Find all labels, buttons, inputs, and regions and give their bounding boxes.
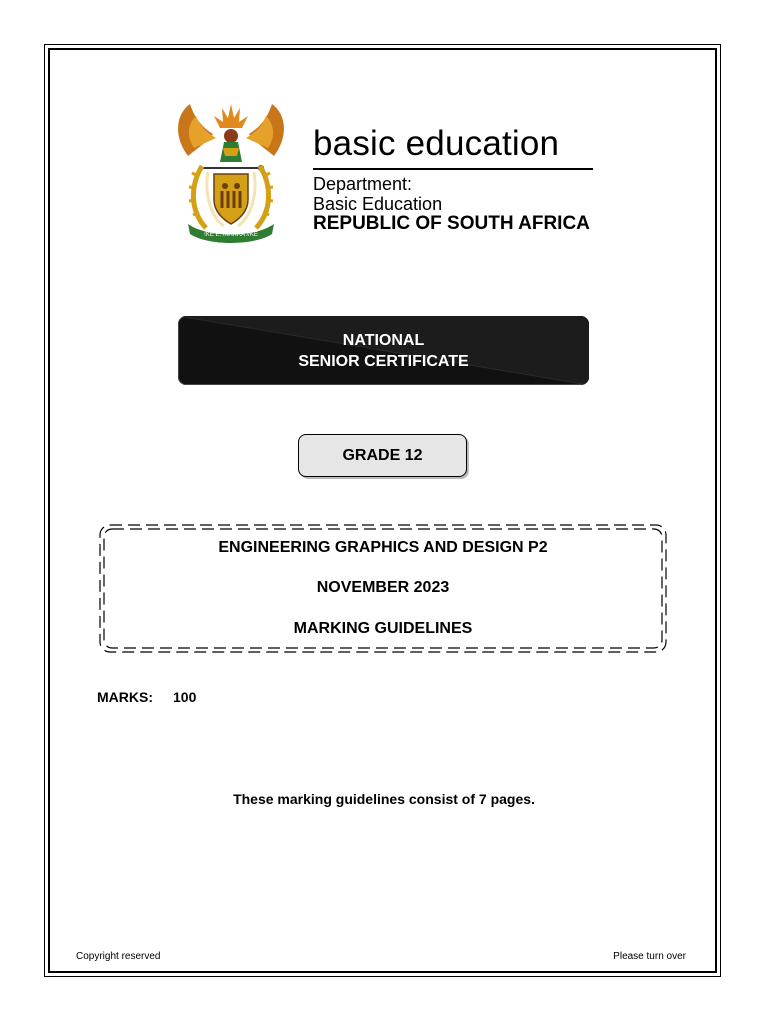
brand-title: basic education xyxy=(313,124,560,163)
footer-copyright: Copyright reserved xyxy=(76,951,161,962)
document-type: MARKING GUIDELINES xyxy=(293,620,473,637)
department-name: Basic Education xyxy=(313,194,443,214)
brand-underline xyxy=(313,168,593,170)
marks-value: 100 xyxy=(173,689,197,705)
certificate-banner xyxy=(178,316,589,385)
page-count-note: These marking guidelines consist of 7 pages. xyxy=(233,791,535,807)
banner-diagonal xyxy=(178,316,589,385)
marks-label: MARKS: xyxy=(97,689,153,705)
certificate-line-2: SENIOR CERTIFICATE xyxy=(298,353,469,370)
crest-motto: !KE E: /XARRA //KE xyxy=(204,232,258,238)
country-name: REPUBLIC OF SOUTH AFRICA xyxy=(313,213,590,234)
exam-subject: ENGINEERING GRAPHICS AND DESIGN P2 xyxy=(218,539,548,556)
department-label: Department: xyxy=(313,174,413,194)
grade-label: GRADE 12 xyxy=(342,447,423,464)
exam-session: NOVEMBER 2023 xyxy=(316,579,450,596)
coat-of-arms-logo xyxy=(168,96,294,246)
footer-turn-over: Please turn over xyxy=(613,951,686,962)
certificate-line-1: NATIONAL xyxy=(342,332,425,349)
grade-box xyxy=(298,434,467,477)
